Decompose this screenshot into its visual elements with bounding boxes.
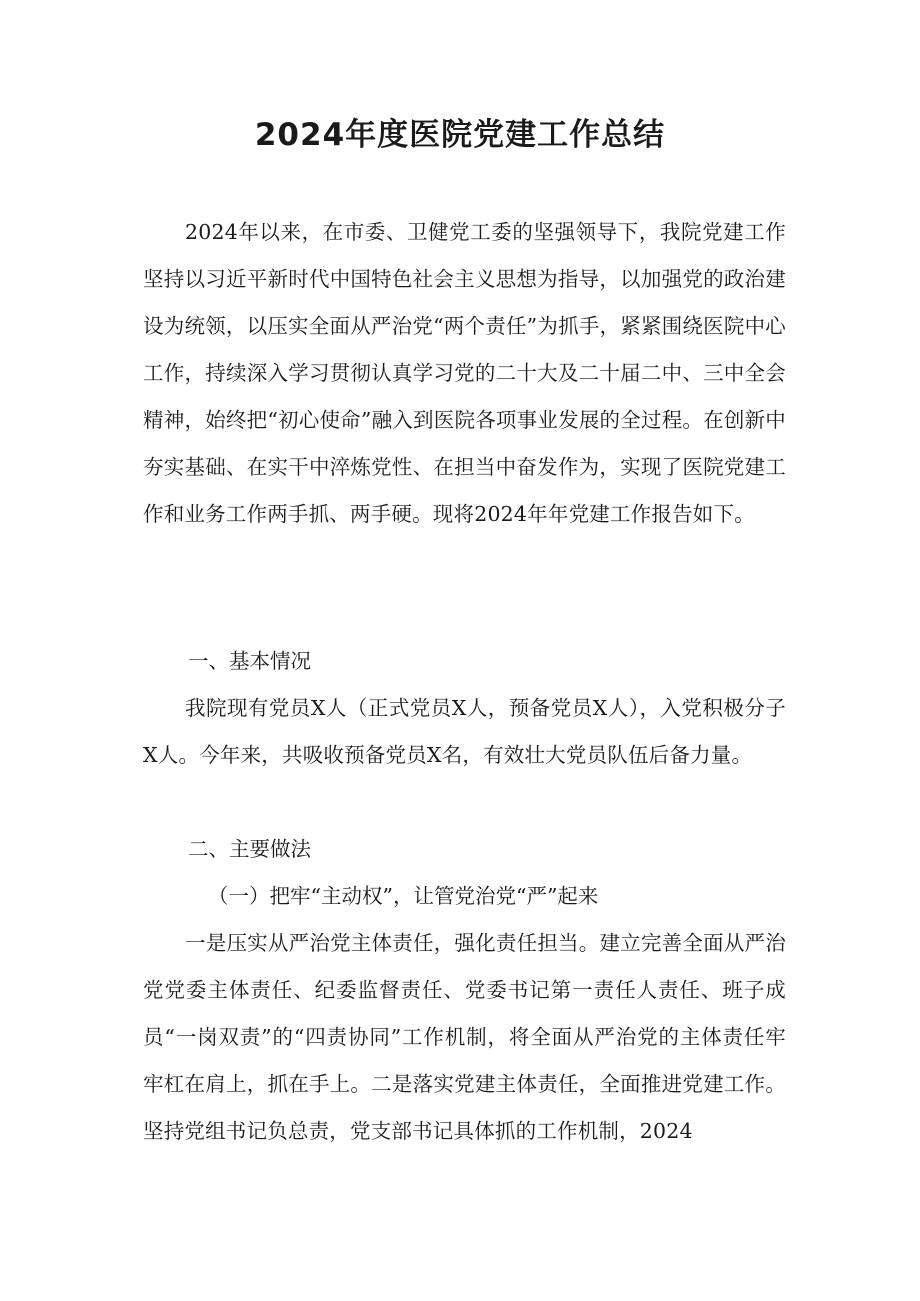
main-practices-paragraph: 一是压实从严治党主体责任，强化责任担当。建立完善全面从严治党党委主体责任、纪委监督责任、党委书记第一责任人责任、班子成员“一岗双责”的“四责协同”工作机制，将全面从严治党的主体责任牢牢杠在肩上，抓在手上。二是落实党建主体责任，全面推进党建工作。坚持党组书记负总责，党支部书记具体抓的工作机制，2024: [143, 931, 786, 1143]
subsection-heading-1: （一）把牢“主动权”，让管党治党“严”起来: [208, 884, 599, 908]
section-main-practices-heading: 二、主要做法: [188, 837, 311, 861]
section-basic-situation-heading: 一、基本情况: [188, 649, 311, 673]
intro-paragraph: 2024年以来，在市委、卫健党工委的坚强领导下，我院党建工作坚持以习近平新时代中国特色社会主义思想为指导，以加强党的政治建设为统领，以压实全面从严治党“两个责任”为抓手，紧紧围绕医院中心工作，持续深入学习贯彻认真学习党的二十大及二十届二中、三中全会精神，始终把“初心使命”融入到医院各项事业发展的全过程。在创新中夯实基础、在实干中淬炼党性、在担当中奋发作为，实现了医院党建工作和业务工作两手抓、两手硬。现将2024年年党建工作报告如下。: [143, 220, 786, 526]
document-title: 2024年度医院党建工作总结: [254, 117, 666, 153]
basic-situation-paragraph: 我院现有党员X人（正式党员X人，预备党员X人），入党积极分子X人。今年来，共吸收预备党员X名，有效壮大党员队伍后备力量。: [143, 696, 786, 767]
